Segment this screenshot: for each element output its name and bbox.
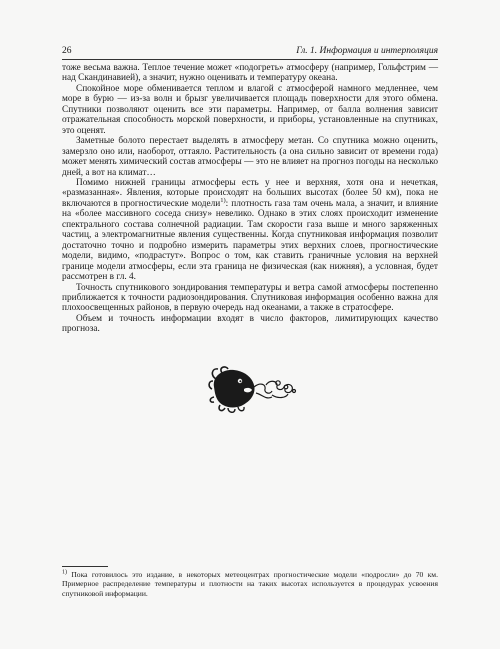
running-header (62, 44, 438, 58)
paragraph-1: тоже весьма важна. Теплое течение может «подогреть» атмосферу (например, Гольфстрим — над Скандинавией), а значит, нужно оценивать и температуру океана. (62, 63, 438, 84)
paragraph-4-end: : плотность газа там очень мала, а значит, и влияние на «более массивного соседа снизу» невелико. Однако в этих слоях происходит изменение спектрального состава солнечной радиации. Там скорости газа выше и много заряженных частиц, а электромагнитные явления существенны. Когда спутниковая информация позволит достаточно точно и подробно измерить параметры этих верхних слоев, прогностические модели, видимо, «подрастут». Вопрос о том, как ставить граничные условия на верхней границе модели атмосферы, если эта граница не физическая (как нижняя), а условная, будет рассмотрен в гл. 4. (62, 198, 438, 283)
footnote (62, 570, 438, 598)
paragraph-6: Объем и точность информации входят в число факторов, лимитирующих качество прогноза. (62, 313, 438, 335)
page-number: 26 (62, 46, 72, 56)
paragraph-3: Заметные болото перестает выделять в атмосферу метан. Со спутника можно оценить, замерзло оно или, наоборот, оттаяло. Растительность (а она сильно зависит от времени года) может менять химический состав атмосферы — это не влияет на прогноз погоды на несколько дней, а вот на климат… (62, 136, 438, 178)
header-rule (62, 59, 438, 60)
wind-face-ornament-icon (208, 365, 300, 415)
footnote-mark: 1) (62, 569, 67, 576)
paragraph-2: Спокойное море обменивается теплом и влагой с атмосферой намного медленнее, чем море в бурю — из-за волн и брызг увеличивается площадь поверхности для этого обмена. Спутники позволяют оценить все эти параметры. Например, от балла волнения зависит отражательная способность морской поверхности, и приборы, установленные на спутниках, это оценят. (62, 83, 438, 136)
paragraph-4-start: Помимо нижней границы атмосферы есть у нее и верхняя, хотя она и нечеткая, «размазанная». Явления, которые происходят на больших высотах (более 50 км), пока не включаются в прогностические модели (62, 177, 438, 209)
running-title: Гл. 1. Информация и интерполяция (296, 46, 438, 56)
footnote-text: Пока готовилось это издание, в некоторых метеоцентрах прогностические модели «подросли» до 70 км. Примерное распределение температуры и плотности на таких высотах используется в процедурах усвоения спутниковой информации. (62, 570, 438, 598)
main-text (62, 63, 438, 335)
paragraph-5: Точность спутникового зондирования температуры и ветра самой атмосферы постепенно приближается к точности радиозондирования. Спутниковая информация особенно важна для плохоосвещенных районов, в первую очередь над океанами, а также в стратосфере. (62, 282, 438, 314)
footnote-rule (62, 566, 108, 567)
paragraph-4 (62, 178, 438, 283)
footnote-reference[interactable]: 1) (220, 196, 226, 204)
